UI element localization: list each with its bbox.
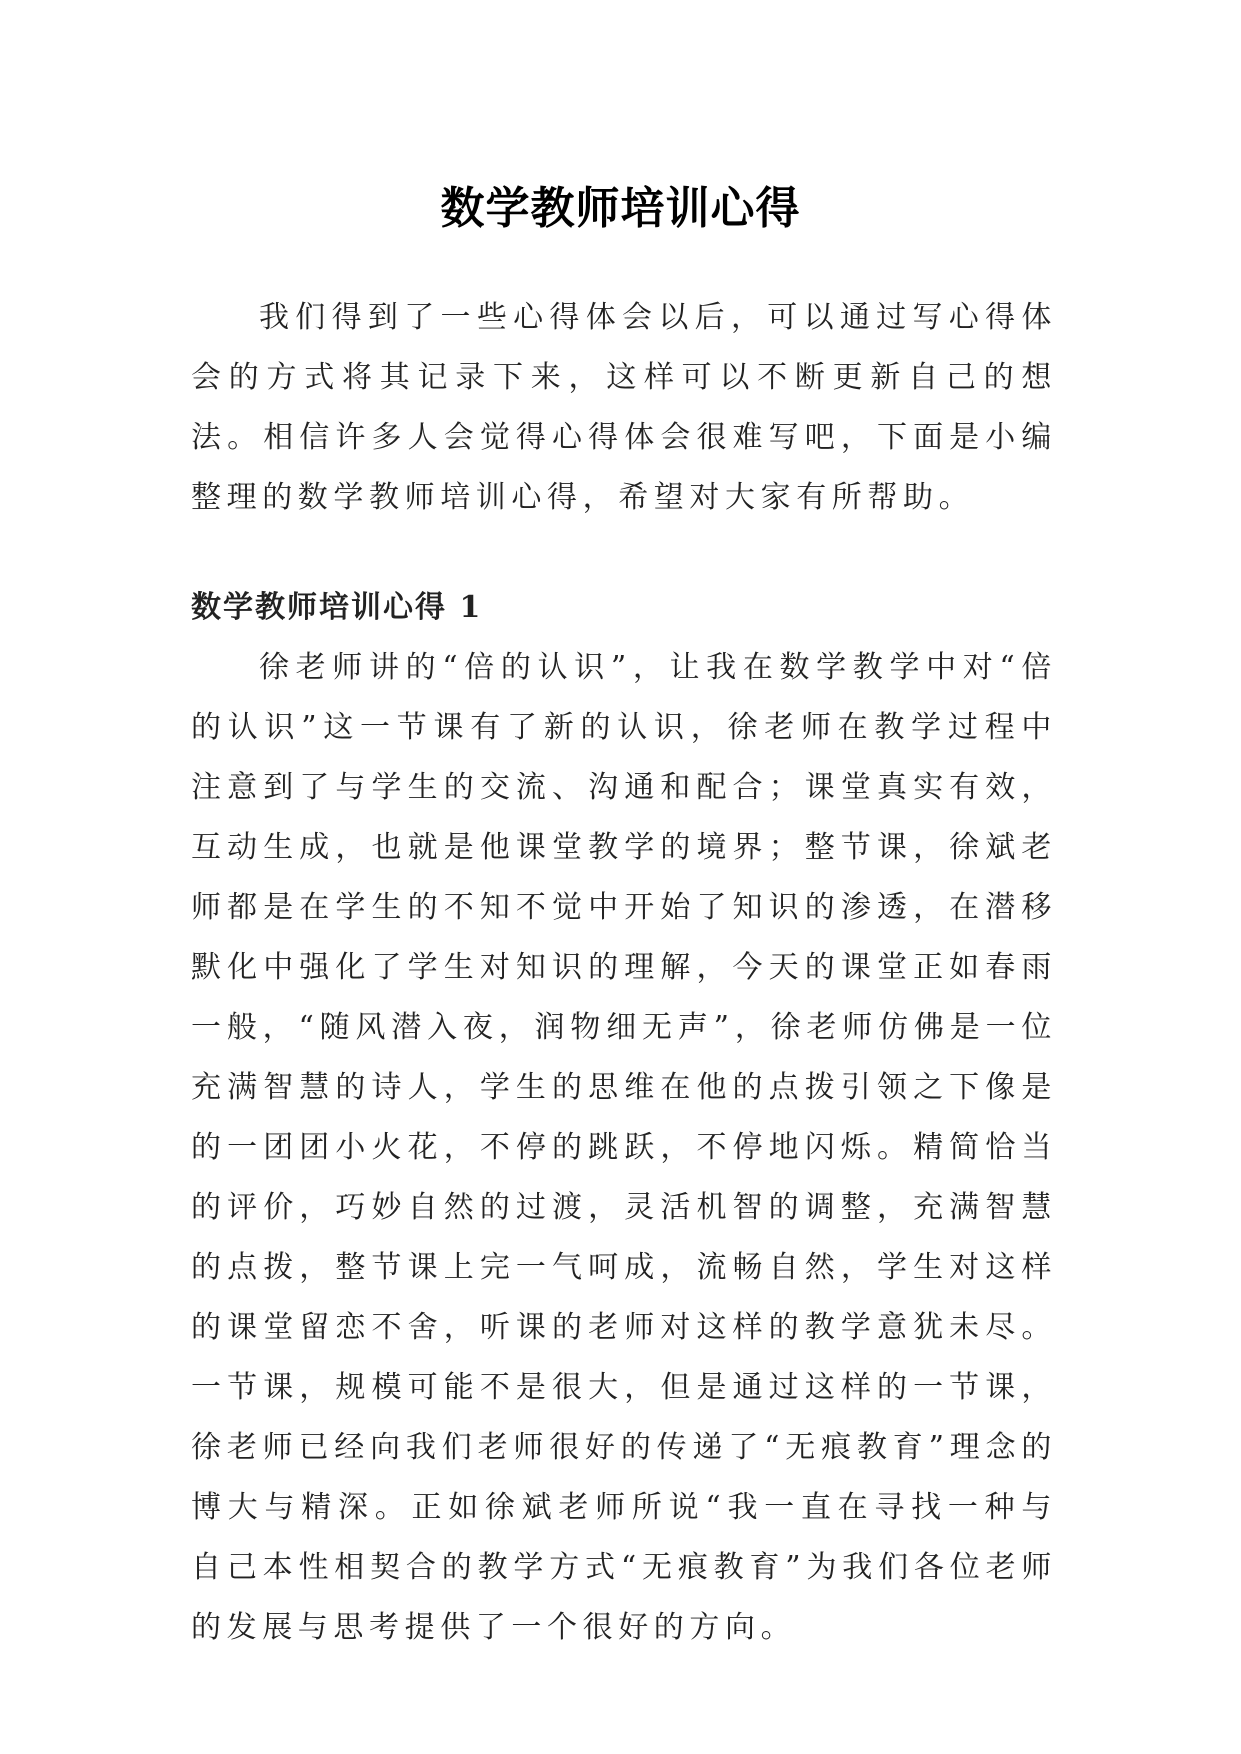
document-title: 数学教师培训心得	[440, 183, 801, 235]
section-body-paragraph: 徐老师讲的“倍的认识”，让我在数学教学中对“倍的认识”这一节课有了新的认识，徐老师在教学过程中注意到了与学生的交流、沟通和配合；课堂真实有效，互动生成，也就是他课堂教学的境界；整节课，徐斌老师都是在学生的不知不觉中开始了知识的渗透，在潜移默化中强化了学生对知识的理解，今天的课堂正如春雨一般，“随风潜入夜，润物细无声”，徐老师仿佛是一位充满智慧的诗人，学生的思维在他的点拨引领之下像是的一团团小火花，不停的跳跃，不停地闪烁。精简恰当的评价，巧妙自然的过渡，灵活机智的调整，充满智慧的点拨，整节课上完一气呵成，流畅自然，学生对这样的课堂留恋不舍，听课的老师对这样的教学意犹未尽。一节课，规模可能不是很大，但是通过这样的一节课，徐老师已经向我们老师很好的传递了“无痕教育”理念的博大与精深。正如徐斌老师所说“我一直在寻找一种与自己本性相契合的教学方式“无痕教育”为我们各位老师的发展与思考提供了一个很好的方向。	[191, 650, 1057, 1645]
intro-paragraph: 我们得到了一些心得体会以后，可以通过写心得体会的方式将其记录下来，这样可以不断更新自己的想法。相信许多人会觉得心得体会很难写吧，下面是小编整理的数学教师培训心得，希望对大家有所帮助。	[191, 300, 1057, 515]
section-heading: 数学教师培训心得 1	[191, 590, 483, 625]
